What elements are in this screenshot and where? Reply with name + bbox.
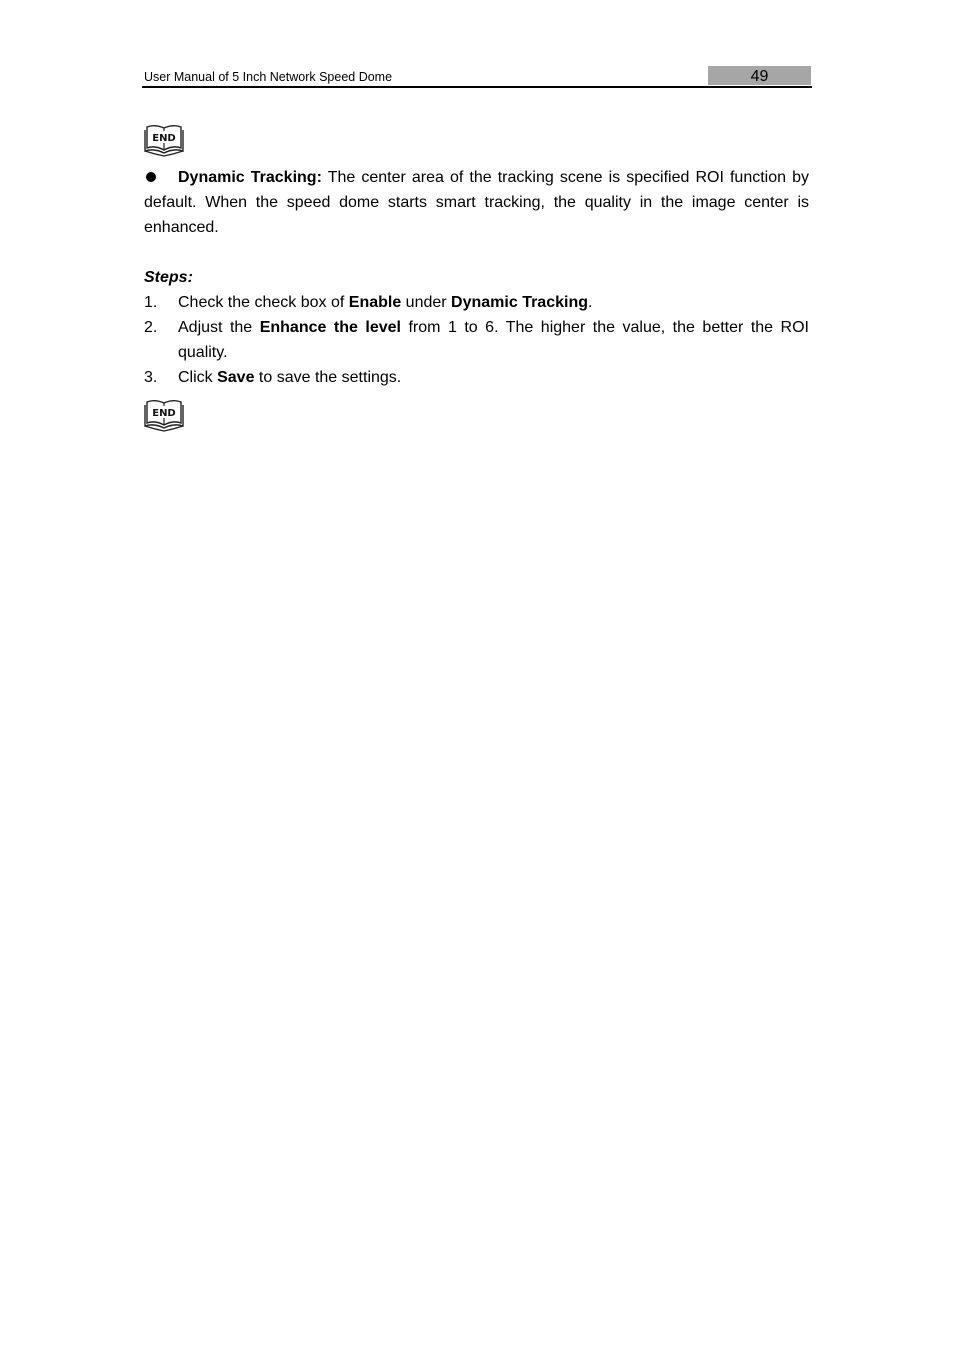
step-text: [178, 365, 809, 390]
end-icon-label: END: [152, 408, 176, 419]
step-text-bold: Enhance the level: [259, 319, 401, 336]
end-icon-label: END: [152, 133, 176, 144]
step-text-part: Check the check box of: [178, 294, 349, 311]
step-text-part: .: [588, 294, 593, 311]
page-number-box: [708, 66, 811, 85]
step-text-bold: Enable: [348, 294, 402, 311]
step-number: 3.: [144, 369, 158, 386]
step-text-part: under: [401, 294, 452, 311]
step-text-part: to save the settings.: [254, 369, 402, 386]
step-text: [178, 315, 809, 365]
step-text-part: Click: [178, 369, 218, 386]
step-number: 1.: [144, 294, 158, 311]
dynamic-tracking-paragraph: [144, 165, 809, 240]
dynamic-tracking-term: Dynamic Tracking:: [178, 169, 322, 186]
end-book-icon: [143, 398, 185, 432]
page-number: 49: [750, 68, 769, 85]
header-title: User Manual of 5 Inch Network Speed Dome: [144, 70, 393, 84]
header-rule: [142, 86, 812, 88]
end-book-icon: [143, 123, 185, 157]
step-text: [178, 290, 809, 315]
step-text-part: Adjust the: [178, 319, 260, 336]
step-text-part: from 1 to 6. The higher the value, the better the ROI quality.: [178, 319, 809, 361]
dynamic-tracking-description: The center area of the tracking scene is specified ROI function by default. When the speed dome starts smart tracking, the quality in the image center is enhanced.: [144, 169, 809, 236]
steps-label: Steps:: [144, 269, 193, 286]
step-text-bold: Save: [217, 369, 255, 386]
step-text-bold: Dynamic Tracking: [451, 294, 588, 311]
step-number: 2.: [144, 319, 158, 336]
